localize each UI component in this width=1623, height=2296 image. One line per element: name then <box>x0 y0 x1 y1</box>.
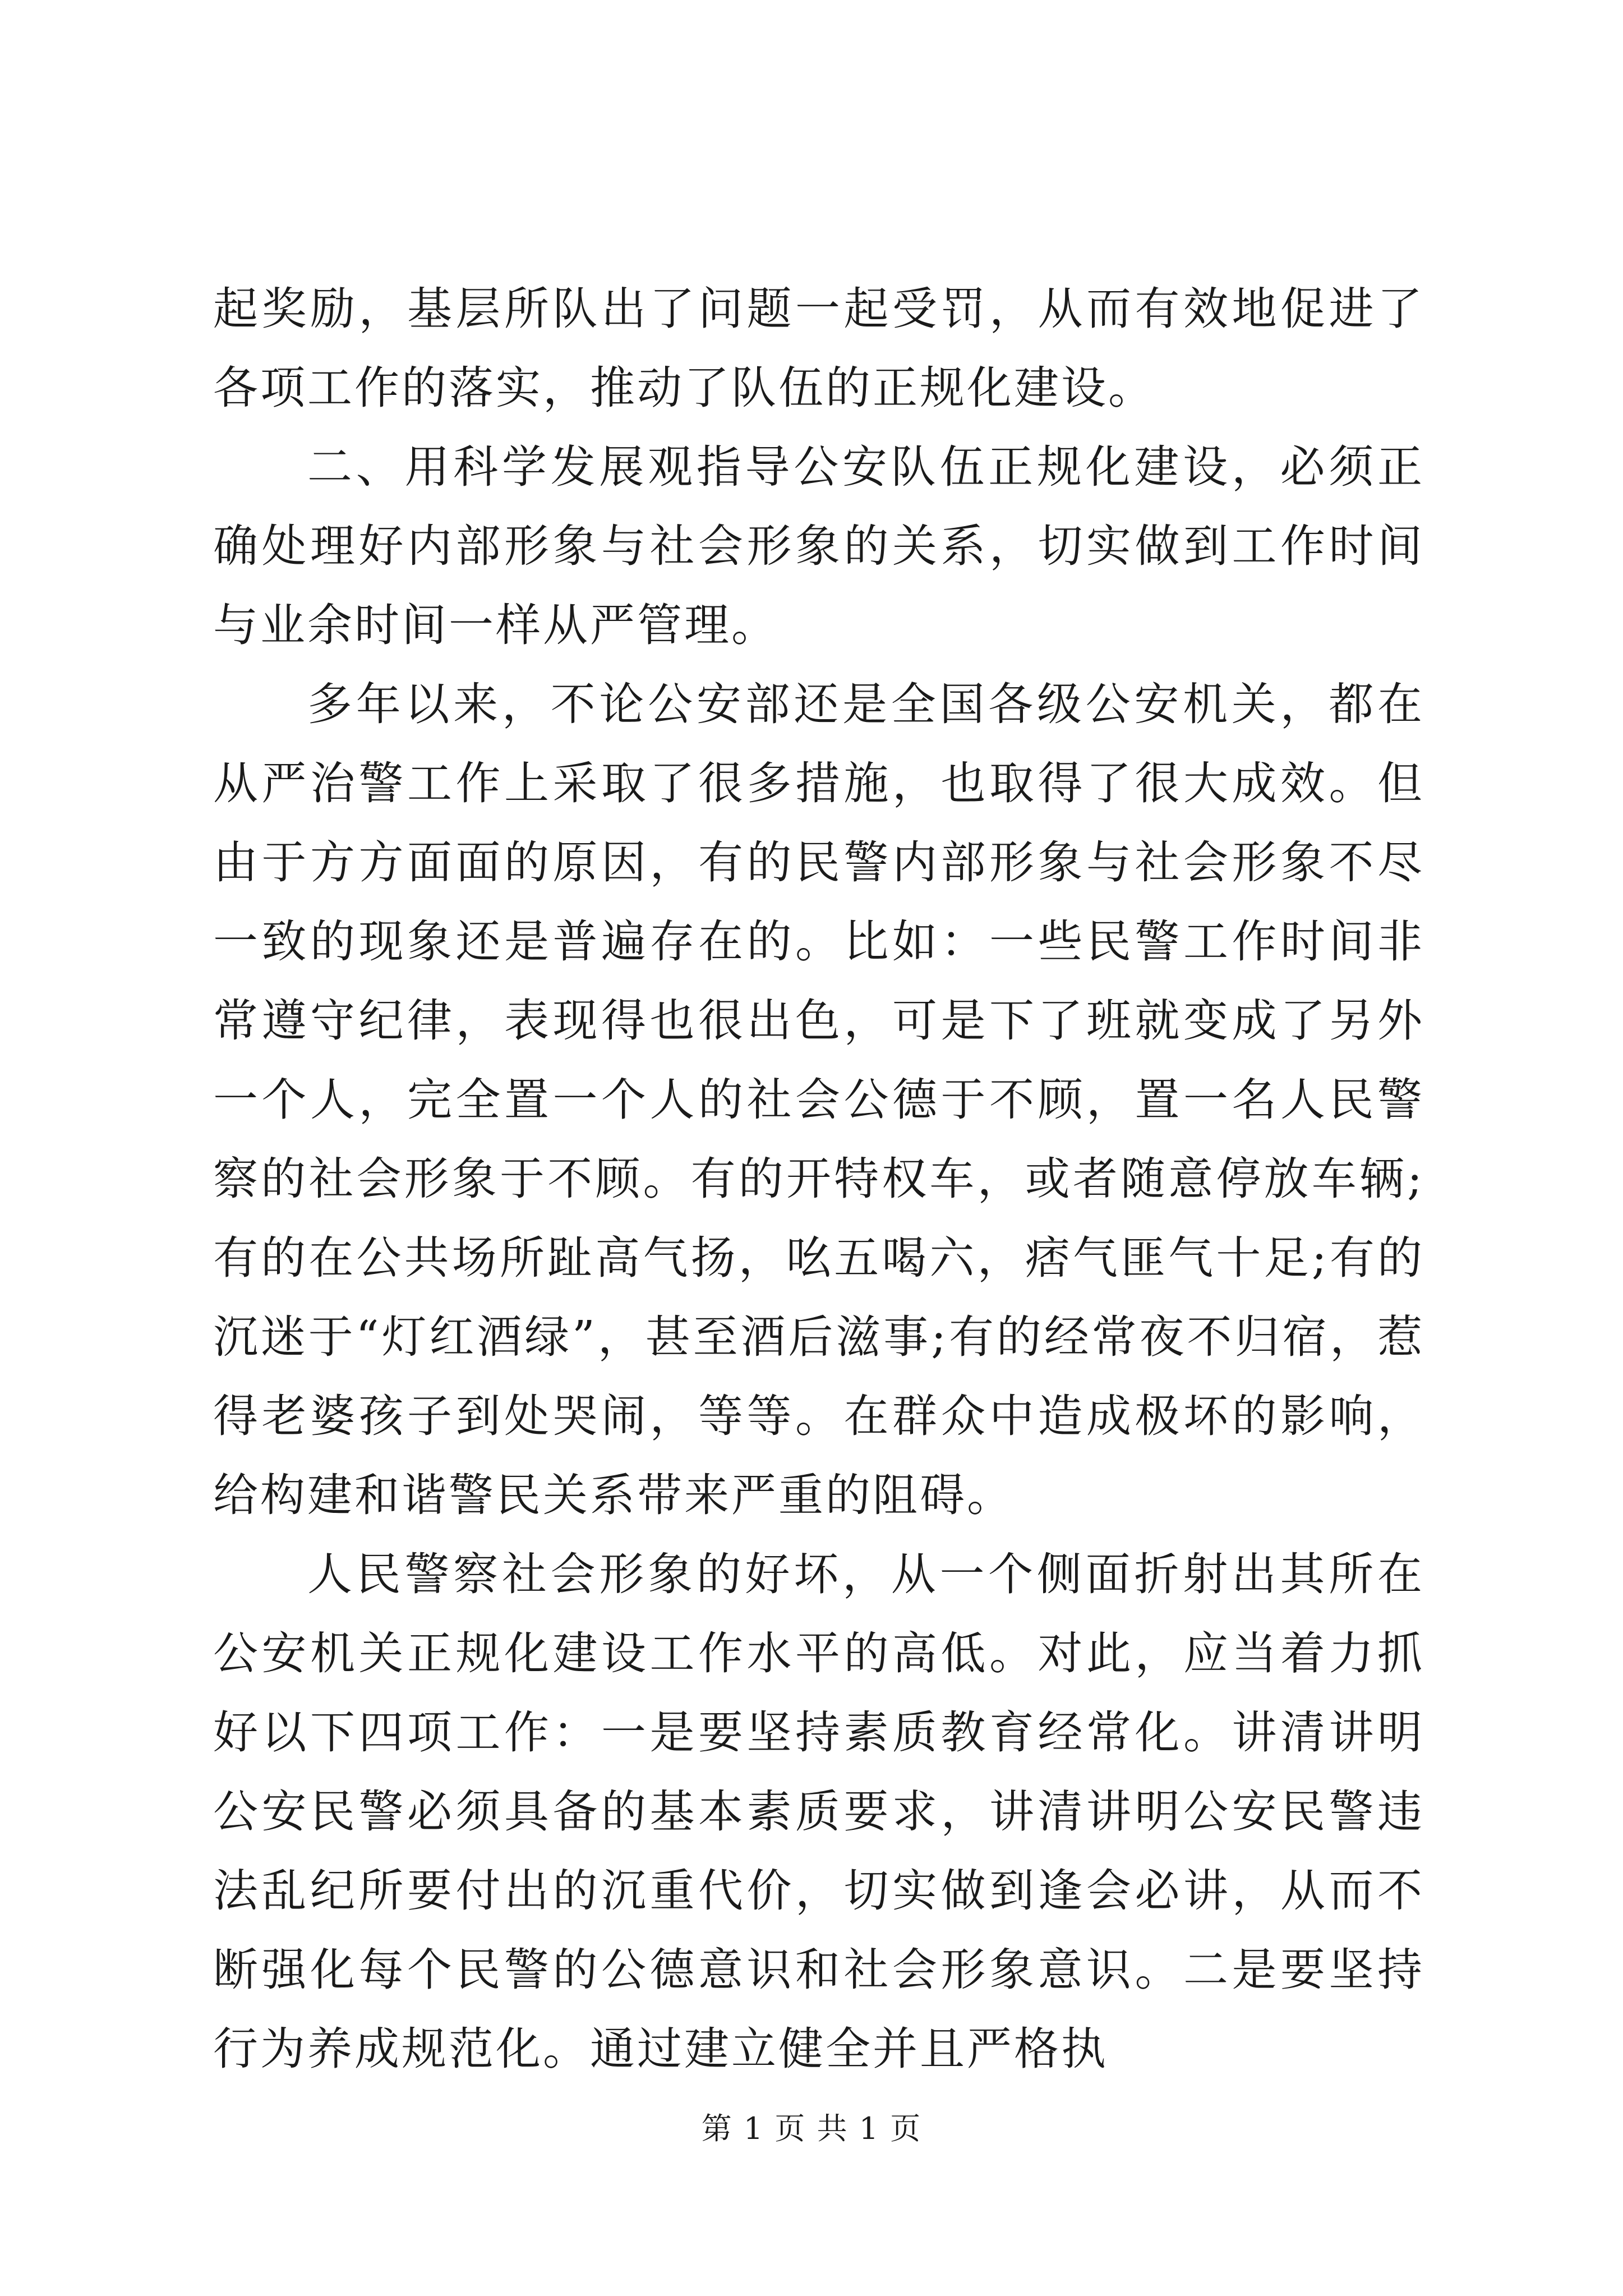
paragraph-section-heading: 二、用科学发展观指导公安队伍正规化建设，必须正确处理好内部形象与社会形象的关系，切实做到工作时间与业余时间一样从严管理。 <box>213 441 1424 651</box>
paragraph-body: 人民警察社会形象的好坏，从一个侧面折射出其所在公安机关正规化建设工作水平的高低。对此，应当着力抓好以下四项工作：一是要坚持素质教育经常化。讲清讲明公安民警必须具备的基本素质要求，讲清讲明公安民警违法乱纪所要付出的沉重代价，切实做到逢会必讲，从而不断强化每个民警的公德意识和社会形象意识。二是要坚持行为养成规范化。通过建立健全并且严格执 <box>213 1548 1424 2075</box>
paragraph-continuation: 起奖励，基层所队出了问题一起受罚，从而有效地促进了各项工作的落实，推动了队伍的正规化建设。 <box>213 283 1424 414</box>
document-body <box>213 269 1424 2088</box>
paragraph-body: 多年以来，不论公安部还是全国各级公安机关，都在从严治警工作上采取了很多措施，也取得了很大成效。但由于方方面面的原因，有的民警内部形象与社会形象不尽一致的现象还是普遍存在的。比如：一些民警工作时间非常遵守纪律，表现得也很出色，可是下了班就变成了另外一个人，完全置一个人的社会公德于不顾，置一名人民警察的社会形象于不顾。有的开特权车，或者随意停放车辆;有的在公共场所趾高气扬，吆五喝六，痞气匪气十足;有的沉迷于“灯红酒绿”，甚至酒后滋事;有的经常夜不归宿，惹得老婆孩子到处哭闹，等等。在群众中造成极坏的影响，给构建和谐警民关系带来严重的阻碍。 <box>213 678 1424 1521</box>
page-number-label: 第 1 页 共 1 页 <box>701 2111 922 2146</box>
page-footer <box>0 2109 1623 2148</box>
